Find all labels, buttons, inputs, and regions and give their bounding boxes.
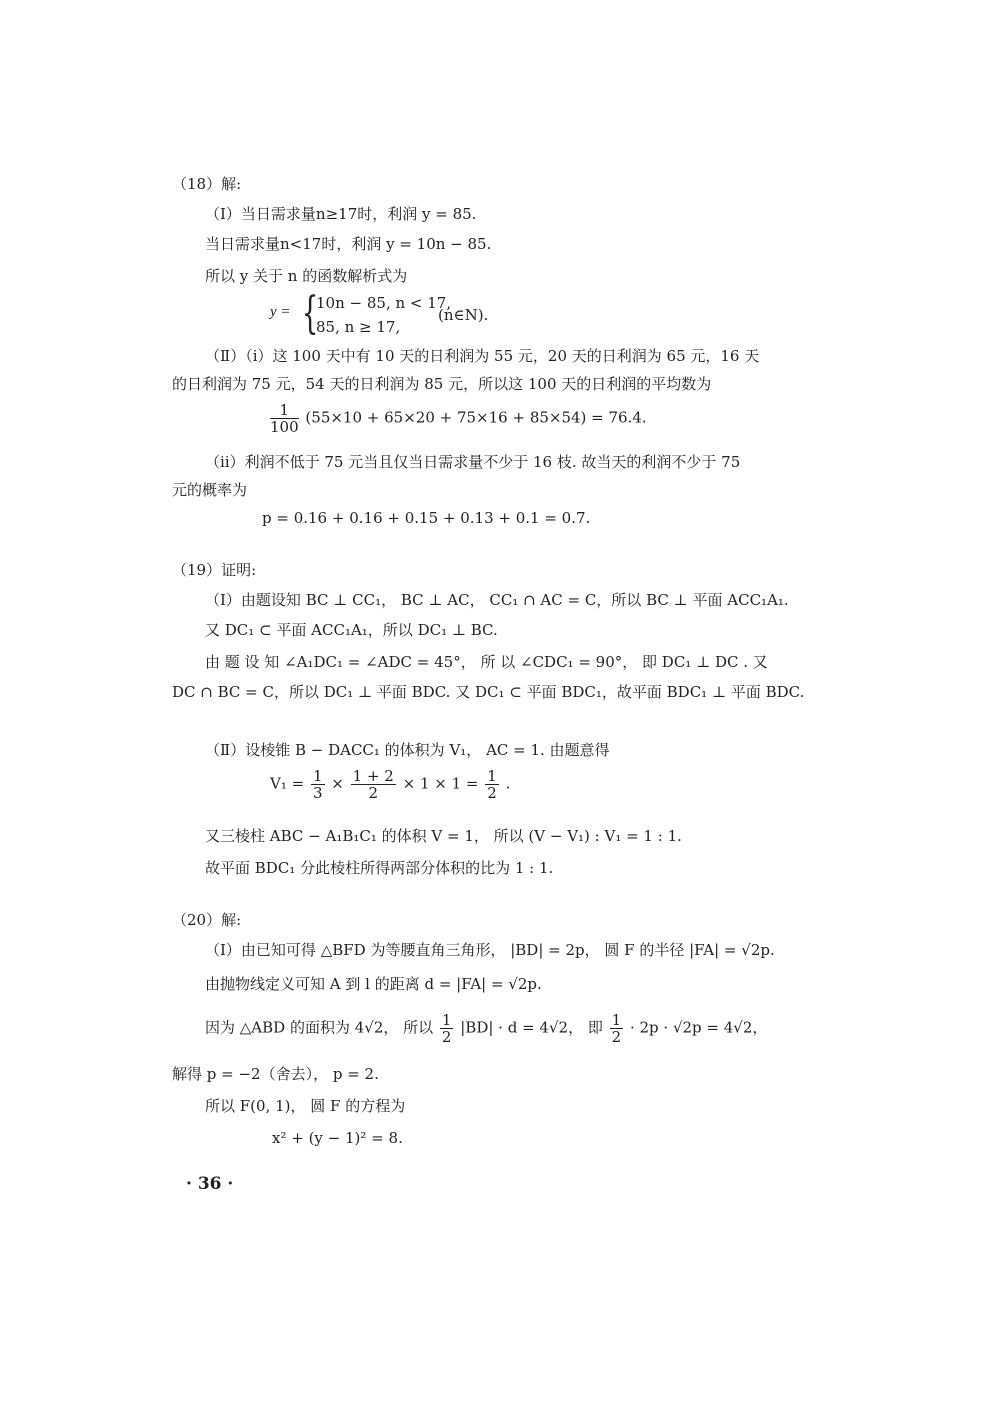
s18-line-2: 当日需求量n<17时，利润 y = 10n − 85.: [205, 235, 492, 253]
s18-line-6: （ⅱ）利润不低于 75 元当且仅当日需求量不少于 16 枝. 故当天的利润不少于 75: [205, 453, 741, 471]
s19-line-7: 故平面 BDC₁ 分此棱柱所得两部分体积的比为 1 : 1.: [205, 859, 554, 877]
s18-line-1: （Ⅰ）当日需求量n≥17时，利润 y = 85.: [205, 205, 477, 223]
s19-line-1: （Ⅰ）由题设知 BC ⊥ CC₁， BC ⊥ AC， CC₁ ∩ AC = C，所以 BC ⊥ 平面 ACC₁A₁.: [205, 591, 789, 609]
piecewise-case-1: 10n − 85, n < 17,: [316, 294, 452, 312]
area-formula-line: [205, 1012, 767, 1045]
fraction-1-3: $\frac{1}{3}$: [312, 767, 323, 802]
section-19-header: （19）证明:: [172, 561, 257, 579]
s20-line-5: 所以 F(0, 1)， 圆 F 的方程为: [205, 1097, 406, 1115]
volume-lhs: V₁ =: [270, 774, 305, 793]
fraction-3-2: $\frac{1 + 2}{2}$: [352, 767, 394, 802]
fraction-1-100: $\frac{1}{100}$: [270, 401, 299, 436]
s18-line-4: （Ⅱ）（ⅰ）这 100 天中有 10 天的日利润为 55 元，20 天的日利润为 65 元，16 天: [205, 347, 760, 365]
average-expression: (55×10 + 65×20 + 75×16 + 85×54) = 76.4.: [305, 408, 647, 427]
s18-line-7: 元的概率为: [172, 481, 248, 499]
s19-line-3: 由 题 设 知 ∠A₁DC₁ = ∠ADC = 45°， 所 以 ∠CDC₁ = 90°， 即 DC₁ ⊥ DC . 又: [205, 653, 768, 671]
s20-line-2: 由抛物线定义可知 A 到 l 的距离 d = |FA| = √2p.: [205, 975, 542, 993]
fraction-1-2-a: $\frac{1}{2}$: [441, 1011, 452, 1046]
s19-line-2: 又 DC₁ ⊂ 平面 ACC₁A₁，所以 DC₁ ⊥ BC.: [205, 621, 498, 639]
piecewise-case-2: 85, n ≥ 17,: [316, 318, 401, 336]
probability-formula: p = 0.16 + 0.16 + 0.15 + 0.13 + 0.1 = 0.7.: [262, 509, 591, 527]
section-20-header: （20）解:: [172, 911, 242, 929]
s19-line-5: （Ⅱ）设棱锥 B − DACC₁ 的体积为 V₁， AC = 1. 由题意得: [205, 741, 610, 759]
volume-middle: × 1 × 1 =: [402, 774, 479, 793]
fraction-1-2: $\frac{1}{2}$: [487, 767, 497, 802]
brace-symbol: {: [301, 288, 319, 339]
average-formula: [268, 402, 647, 435]
times-symbol: ×: [331, 774, 344, 793]
s18-line-3: 所以 y 关于 n 的函数解析式为: [205, 267, 408, 285]
volume-formula: [270, 768, 510, 801]
area-text-c: · 2p · √2p = 4√2，: [629, 1018, 768, 1037]
fraction-1-2-b: $\frac{1}{2}$: [611, 1011, 622, 1046]
s19-line-4: DC ∩ BC = C，所以 DC₁ ⊥ 平面 BDC. 又 DC₁ ⊂ 平面 BDC₁，故平面 BDC₁ ⊥ 平面 BDC.: [172, 683, 805, 701]
period: .: [505, 774, 511, 793]
s18-line-5: 的日利润为 75 元，54 天的日利润为 85 元，所以这 100 天的日利润的平均数为: [172, 375, 712, 393]
area-text-a: 因为 △ABD 的面积为 4√2， 所以: [205, 1018, 434, 1037]
s20-line-4: 解得 p = −2（舍去）， p = 2.: [172, 1065, 379, 1083]
s19-line-6: 又三棱柱 ABC − A₁B₁C₁ 的体积 V = 1， 所以 (V − V₁) : V₁ = 1 : 1.: [205, 827, 682, 845]
piecewise-lhs: y =: [270, 304, 291, 320]
circle-equation: x² + (y − 1)² = 8.: [272, 1129, 403, 1147]
s20-line-1: （Ⅰ）由已知可得 △BFD 为等腰直角三角形， |BD| = 2p， 圆 F 的半径 |FA| = √2p.: [205, 941, 775, 959]
piecewise-domain: (n∈N).: [438, 306, 489, 324]
page-number: · 36 ·: [186, 1174, 234, 1194]
section-18-header: （18）解:: [172, 175, 242, 193]
area-text-b: |BD| · d = 4√2， 即: [460, 1018, 603, 1037]
